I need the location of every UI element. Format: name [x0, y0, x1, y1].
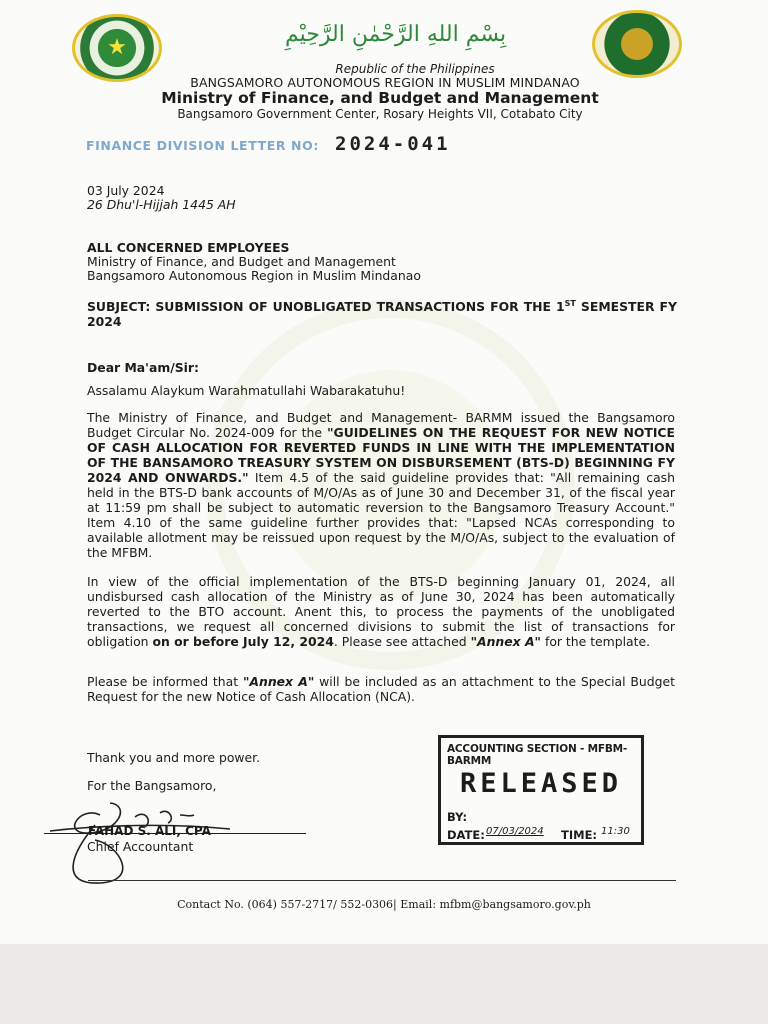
mfbm-seal-logo	[592, 10, 682, 78]
page-bottom-margin	[0, 944, 768, 1024]
date-gregorian: 03 July 2024	[87, 183, 165, 198]
bismillah-calligraphy: بِسْمِ اللهِ الرَّحْمٰنِ الرَّحِيْمِ	[285, 22, 507, 47]
republic-line: Republic of the Philippines	[335, 62, 495, 76]
addressee-region: Bangsamoro Autonomous Region in Muslim Mindanao	[87, 268, 421, 283]
closing-for: For the Bangsamoro,	[87, 778, 217, 793]
footer-contact: Contact No. (064) 557-2717/ 552-0306| Email: mfbm@bangsamoro.gov.ph	[177, 898, 591, 911]
letter-number-label: FINANCE DIVISION LETTER NO:	[86, 138, 319, 153]
body-paragraph-1: The Ministry of Finance, and Budget and Management- BARMM issued the Bangsamoro Budget Circular No. 2024-009 for the "GUIDELINES ON THE REQUEST FOR NEW NOTICE OF CASH ALLOCATION FOR REVERTED FUNDS IN LINE WITH THE IMPLEMENTATION OF THE BANSAMORO TREASURY SYSTEM ON DISBURSEMENT (BTS-D) BEGINNING FY 2024 AND ONWARDS." Item 4.5 of the said guideline provides that: "All remaining cash held in the BTS-D bank accounts of M/O/As as of June 30 and December 31, of the fiscal year at 11:59 pm shall be subject to automatic reversion to the Bangsamoro Treasury Account." Item 4.10 of the same guideline further provides that: "Lapsed NCAs corresponding to available allotment may be reissued upon request by the M/O/As, subject to the evaluation of the MFBM.	[87, 410, 675, 560]
subject-line: SUBJECT: SUBMISSION OF UNOBLIGATED TRANSACTIONS FOR THE 1ST SEMESTER FY 2024	[87, 299, 677, 330]
ministry-address: Bangsamoro Government Center, Rosary Heights VII, Cotabato City	[177, 107, 583, 121]
footer-divider	[88, 880, 676, 881]
bangsamoro-seal-logo: ★	[72, 14, 162, 82]
signatory-title: Chief Accountant	[87, 839, 194, 854]
body-paragraph-2: In view of the official implementation of the BTS-D beginning January 01, 2024, all undisbursed cash allocation of the Ministry as of June 30, 2024 has been automatically reverted to the BTO account. Anent this, to process the payments of the unobligated transactions, we request all concerned divisions to submit the list of transactions for obligation on or before July 12, 2024. Please see attached "Annex A" for the template.	[87, 574, 675, 649]
stamp-date-label: DATE:	[447, 828, 485, 842]
body-paragraph-3: Please be informed that "Annex A" will be included as an attachment to the Special Budget Request for the new Notice of Cash Allocation (NCA).	[87, 674, 675, 704]
region-line: BANGSAMORO AUTONOMOUS REGION IN MUSLIM MINDANAO	[190, 75, 580, 90]
ministry-name: Ministry of Finance, and Budget and Management	[161, 89, 599, 107]
letter-number: 2024-041	[335, 133, 451, 155]
stamp-time-value: 11:30	[601, 826, 630, 837]
signatory-name: FAHAD S. ALI, CPA	[88, 824, 211, 838]
released-stamp	[438, 735, 644, 845]
stamp-by-label: BY:	[447, 810, 468, 824]
date-hijri: 26 Dhu'l-Hijjah 1445 AH	[87, 197, 236, 212]
salutation: Assalamu Alaykum Warahmatullahi Wabarakatuhu!	[87, 383, 406, 398]
addressee-ministry: Ministry of Finance, and Budget and Management	[87, 254, 396, 269]
addressee-title: ALL CONCERNED EMPLOYEES	[87, 240, 290, 255]
stamp-header: ACCOUNTING SECTION - MFBM-BARMM	[447, 743, 628, 767]
greeting: Dear Ma'am/Sir:	[87, 360, 199, 375]
closing-thanks: Thank you and more power.	[87, 750, 261, 765]
stamp-time-label: TIME:	[561, 828, 598, 842]
stamp-date-value: 07/03/2024	[486, 826, 544, 837]
stamp-status: RELEASED	[459, 768, 623, 799]
